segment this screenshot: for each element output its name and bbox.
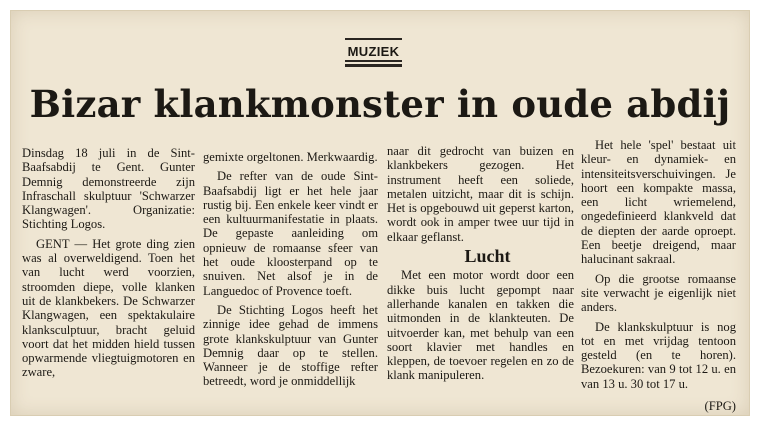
article-paragraph: De refter van de oude Sint-Baafsabdij ligt er het hele jaar rustig bij. Een enkele keer vindt er een kultuurmanifestatie in plaats. De gepaste aanleiding om opnieuw de romaanse sfeer van het oude kloosterpand op te snuiven. Net alsof je in de Languedoc of Provence toeft. xyxy=(203,169,378,298)
article-paragraph: Op die grootse romaanse site verwacht je eigenlijk niet anders. xyxy=(581,271,736,315)
article-column-4 xyxy=(581,138,736,418)
article-column-3 xyxy=(387,144,574,388)
article-column-2 xyxy=(203,150,378,394)
article-paragraph: Met een motor wordt door een dikke buis lucht gepompt naar allerhande kanalen en takken die uitmonden in de klankteuten. De uitvoerder kan, met behulp van een soort klavier met handles en kleppen, de toevoer regelen en zo de klank manipuleren. xyxy=(387,268,574,383)
article-intro: Dinsdag 18 juli in de Sint-Baafsabdij te Gent. Gunter Demnig demonstreerde zijn Infraschall skulptuur 'Schwarzer Klangwagen'. Organizatie: Stichting Logos. xyxy=(22,146,195,232)
section-label-underline xyxy=(345,64,402,67)
article-column-1 xyxy=(22,146,195,385)
subheading: Lucht xyxy=(464,246,511,267)
article-paragraph: naar dit gedrocht van buizen en klankbekers gezogen. Het instrument heeft een soliede, metalen uitzicht, maar dit is schijn. Het is opgebouwd uit geperst karton, wordt ook in amper twee uur tijd in elkaar geflanst. xyxy=(387,144,574,244)
article-paragraph: Het hele 'spel' bestaat uit kleur- en dynamiek- en intensiteitsverschuivingen. Je hoort een kompakte massa, een licht wriemelend, ongedefinieerd klankveld dat de diepten der aarde oproept. Een beetje dreigend, maar halucinant sakraal. xyxy=(581,138,736,267)
headline: Bizar klankmonster in oude abdij xyxy=(29,82,731,126)
section-label: MUZIEK xyxy=(345,38,402,62)
article-paragraph: De Stichting Logos heeft het zinnige idee gehad de immens grote klankskulptuur van Gunter Demnig daar op te stellen. Wanneer je de stoffige refter betreedt, word je onmiddellijk xyxy=(203,302,378,389)
article-paragraph: De klankskulptuur is nog tot en met vrijdag tentoon gesteld (en te horen). Bezoekuren: van 9 tot 12 u. en van 13 u. 30 tot 17 u. xyxy=(581,319,736,391)
article-paragraph: GENT — Het grote ding zien was al overweldigend. Toen het van lucht werd voorzien, stroomden diepe, volle klanken uit de klankbekers. De Schwarzer Klangwagen, een spektakulaire klanksculptuur, bracht geluid voort dat het midden hield tussen opwarmende vliegtuigmotoren en zware, xyxy=(22,236,195,380)
article-paragraph: gemixte orgeltonen. Merkwaardig. xyxy=(203,150,378,164)
author-signature: (FPG) xyxy=(704,399,736,414)
